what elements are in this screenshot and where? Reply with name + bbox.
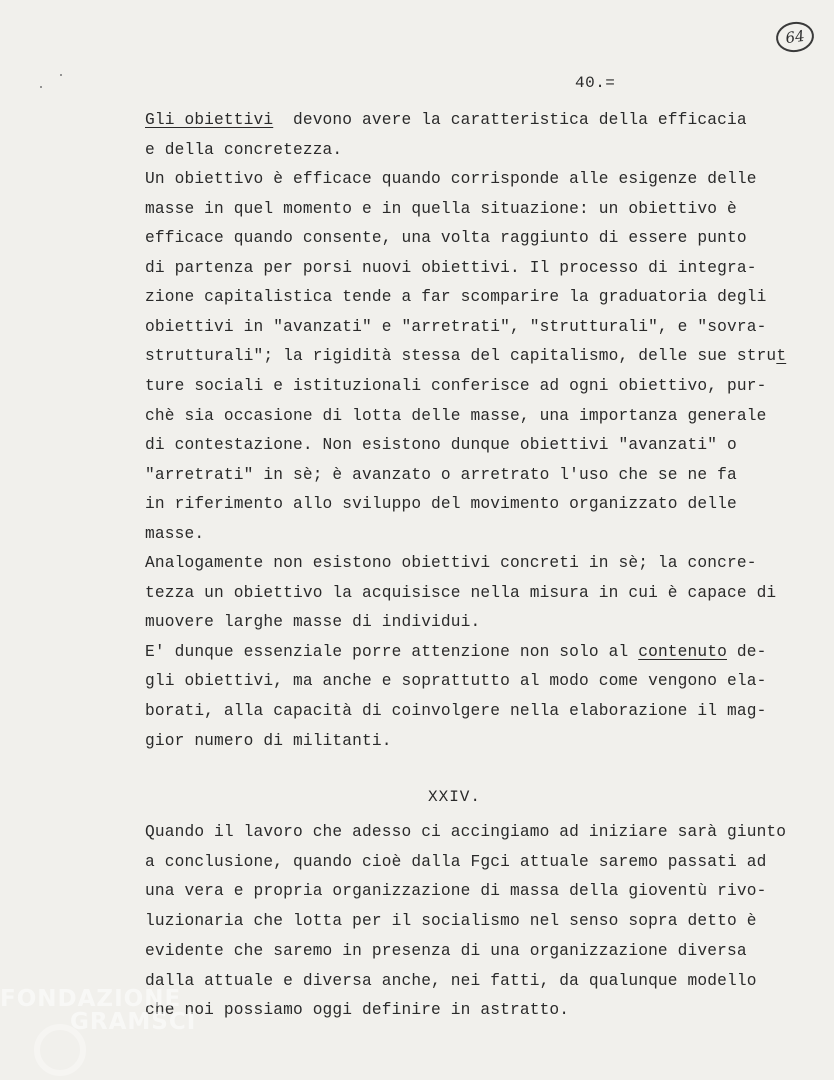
text-segment: e della concretezza. xyxy=(145,140,343,159)
text-segment: che noi possiamo oggi definire in astratto. xyxy=(145,1001,570,1020)
text-segment: masse in quel momento e in quella situazione: un obiettivo è xyxy=(145,199,737,218)
text-line xyxy=(145,612,480,632)
text-line xyxy=(145,406,766,426)
text-segment: borati, alla capacità di coinvolgere nella elaborazione il mag- xyxy=(145,702,767,720)
text-line xyxy=(145,852,766,872)
text-line xyxy=(145,583,776,603)
archive-stamp-number: 64 xyxy=(774,20,816,55)
text-segment: dalla attuale e diversa anche, nei fatti, da qualunque modello xyxy=(145,971,757,990)
underlined-text: t xyxy=(776,347,787,366)
underlined-text: contenuto xyxy=(638,642,727,661)
text-line xyxy=(145,671,766,691)
text-segment: chè sia occasione di lotta delle masse, una importanza generale xyxy=(145,406,767,425)
text-line xyxy=(145,110,747,130)
text-segment: ture sociali e istituzionali conferisce ad ogni obiettivo, pur- xyxy=(145,376,767,395)
text-line xyxy=(145,971,757,991)
watermark xyxy=(0,988,196,1034)
watermark-line2: GRAMSCI xyxy=(70,1009,197,1035)
text-line xyxy=(145,701,766,721)
text-line xyxy=(145,881,766,901)
text-line xyxy=(145,258,757,278)
text-segment: efficace quando consente, una volta raggiunto di essere punto xyxy=(145,229,747,248)
text-line xyxy=(145,465,737,485)
paper-speck xyxy=(40,86,42,88)
page-number: 40.= xyxy=(575,74,616,92)
text-segment: di partenza per porsi nuovi obiettivi. Il processo di integra- xyxy=(145,258,757,277)
text-segment: tezza un obiettivo la acquisisce nella misura in cui è capace di xyxy=(145,583,777,602)
text-line xyxy=(145,376,766,396)
text-segment: Analogamente non esistono obiettivi concreti in sè; la concre- xyxy=(145,554,757,573)
text-segment: "arretrati" in sè; è avanzato o arretrato l'uso che se ne fa xyxy=(145,465,737,484)
text-segment: Quando il lavoro che adesso ci accingiamo ad iniziare sarà giunto xyxy=(145,823,787,841)
text-segment: devono avere la caratteristica della efficacia xyxy=(273,111,747,129)
text-segment: Un obiettivo è efficace quando corrisponde alle esigenze delle xyxy=(145,170,757,189)
text-segment: evidente che saremo in presenza di una organizzazione diversa xyxy=(145,941,747,960)
text-line xyxy=(145,911,757,931)
text-line xyxy=(145,941,747,961)
text-line xyxy=(145,822,786,842)
text-segment: a conclusione, quando cioè dalla Fgci attuale saremo passati ad xyxy=(145,852,767,871)
section-heading: XXIV. xyxy=(428,788,482,806)
text-segment: di contestazione. Non esistono dunque obiettivi "avanzati" o xyxy=(145,436,737,455)
text-line xyxy=(145,553,757,573)
text-segment: masse. xyxy=(145,524,205,543)
text-line xyxy=(145,228,747,248)
text-line xyxy=(145,731,392,751)
text-segment: una vera e propria organizzazione di massa della gioventù rivo- xyxy=(145,882,767,901)
text-segment: E' dunque essenziale porre attenzione non solo al xyxy=(145,642,639,661)
text-line xyxy=(145,642,766,662)
text-line xyxy=(145,524,204,544)
text-line xyxy=(145,287,766,307)
text-segment: luzionaria che lotta per il socialismo nel senso sopra detto è xyxy=(145,912,757,931)
text-segment: muovere larghe masse di individui. xyxy=(145,613,481,632)
text-line xyxy=(145,494,737,514)
text-line xyxy=(145,317,766,337)
text-segment: strutturali"; la rigidità stessa del capitalismo, delle sue stru xyxy=(145,347,777,366)
text-segment: obiettivi in "avanzati" e "arretrati", "strutturali", e "sovra- xyxy=(145,317,767,336)
text-line xyxy=(145,346,786,366)
text-line xyxy=(145,169,757,189)
paper-speck xyxy=(60,74,62,76)
text-line xyxy=(145,1000,569,1020)
text-segment: zione capitalistica tende a far scomparire la graduatoria degli xyxy=(145,288,767,307)
text-line xyxy=(145,199,737,219)
underlined-text: Gli obiettivi xyxy=(145,111,274,129)
text-segment: de- xyxy=(727,642,767,661)
text-segment: gior numero di militanti. xyxy=(145,731,392,750)
text-line xyxy=(145,140,342,160)
watermark-line1: FONDAZIONE xyxy=(0,986,182,1012)
text-segment: gli obiettivi, ma anche e soprattutto al modo come vengono ela- xyxy=(145,672,767,691)
text-segment: in riferimento allo sviluppo del movimento organizzato delle xyxy=(145,495,737,514)
text-line xyxy=(145,435,737,455)
